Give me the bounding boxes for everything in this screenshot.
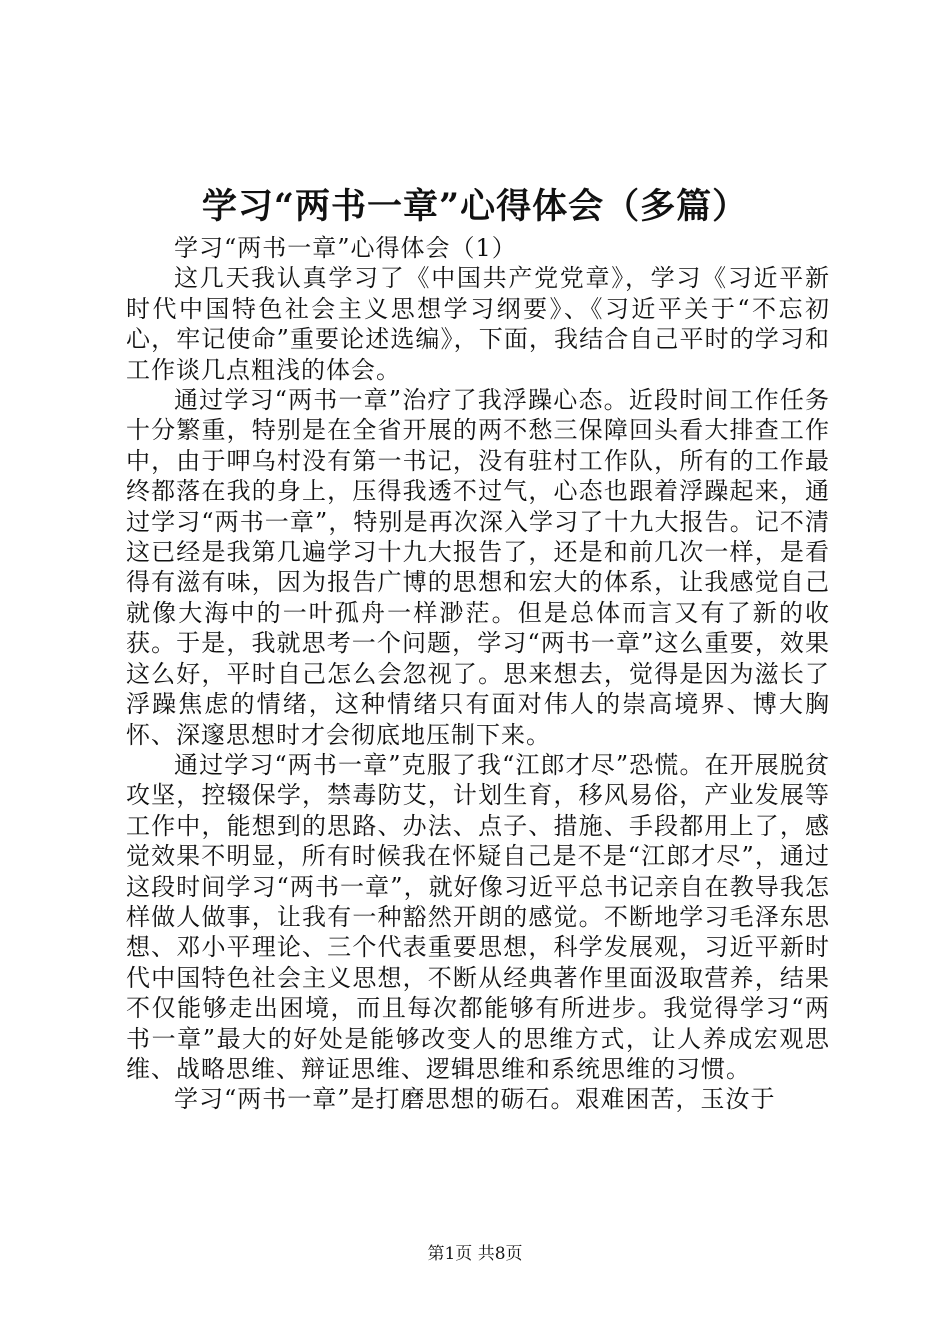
document-body <box>126 233 830 1115</box>
paragraph: 通过学习“两书一章”治疗了我浮躁心态。近段时间工作任务十分繁重，特别是在全省开展的两不愁三保障回头看大排查工作中，由于呷乌村没有第一书记，没有驻村工作队，所有的工作最终都落在我的身上，压得我透不过气，心态也跟着浮躁起来，通过学习“两书一章”，特别是再次深入学习了十九大报告。记不清这已经是我第几遍学习十九大报告了，还是和前几次一样，是看得有滋有味，因为报告广博的思想和宏大的体系，让我感觉自己就像大海中的一叶孤舟一样渺茫。但是总体而言又有了新的收获。于是，我就思考一个问题，学习“两书一章”这么重要，效果这么好，平时自己怎么会忽视了。思来想去，觉得是因为滋长了浮躁焦虑的情绪，这种情绪只有面对伟人的崇高境界、博大胸怀、深邃思想时才会彻底地压制下来。 <box>126 386 830 749</box>
paragraph: 学习“两书一章”是打磨思想的砺石。艰难困苦，玉汝于 <box>174 1085 776 1114</box>
paragraph: 通过学习“两书一章”克服了我“江郎才尽”恐慌。在开展脱贫攻坚，控辍保学，禁毒防艾，计划生育，移风易俗，产业发展等工作中，能想到的思路、办法、点子、措施、手段都用上了，感觉效果不明显，所有时候我在怀疑自己是不是“江郎才尽”，通过这段时间学习“两书一章”，就好像习近平总书记亲自在教导我怎样做人做事，让我有一种豁然开朗的感觉。不断地学习毛泽东思想、邓小平理论、三个代表重要思想，科学发展观，习近平新时代中国特色社会主义思想，不断从经典著作里面汲取营养，结果不仅能够走出困境，而且每次都能够有所进步。我觉得学习“两书一章”最大的好处是能够改变人的思维方式，让人养成宏观思维、战略思维、辩证思维、逻辑思维和系统思维的习惯。 <box>126 750 830 1083</box>
document-title: 学习“两书一章”心得体会（多篇） <box>201 186 749 227</box>
section-subtitle: 学习“两书一章”心得体会（1） <box>174 234 517 262</box>
page-footer: 第1页 共8页 <box>427 1244 523 1264</box>
paragraph: 这几天我认真学习了《中国共产党党章》，学习《习近平新时代中国特色社会主义思想学习纲要》、《习近平关于“不忘初心，牢记使命”重要论述选编》，下面，我结合自己平时的学习和工作谈几点粗浅的体会。 <box>126 264 830 384</box>
